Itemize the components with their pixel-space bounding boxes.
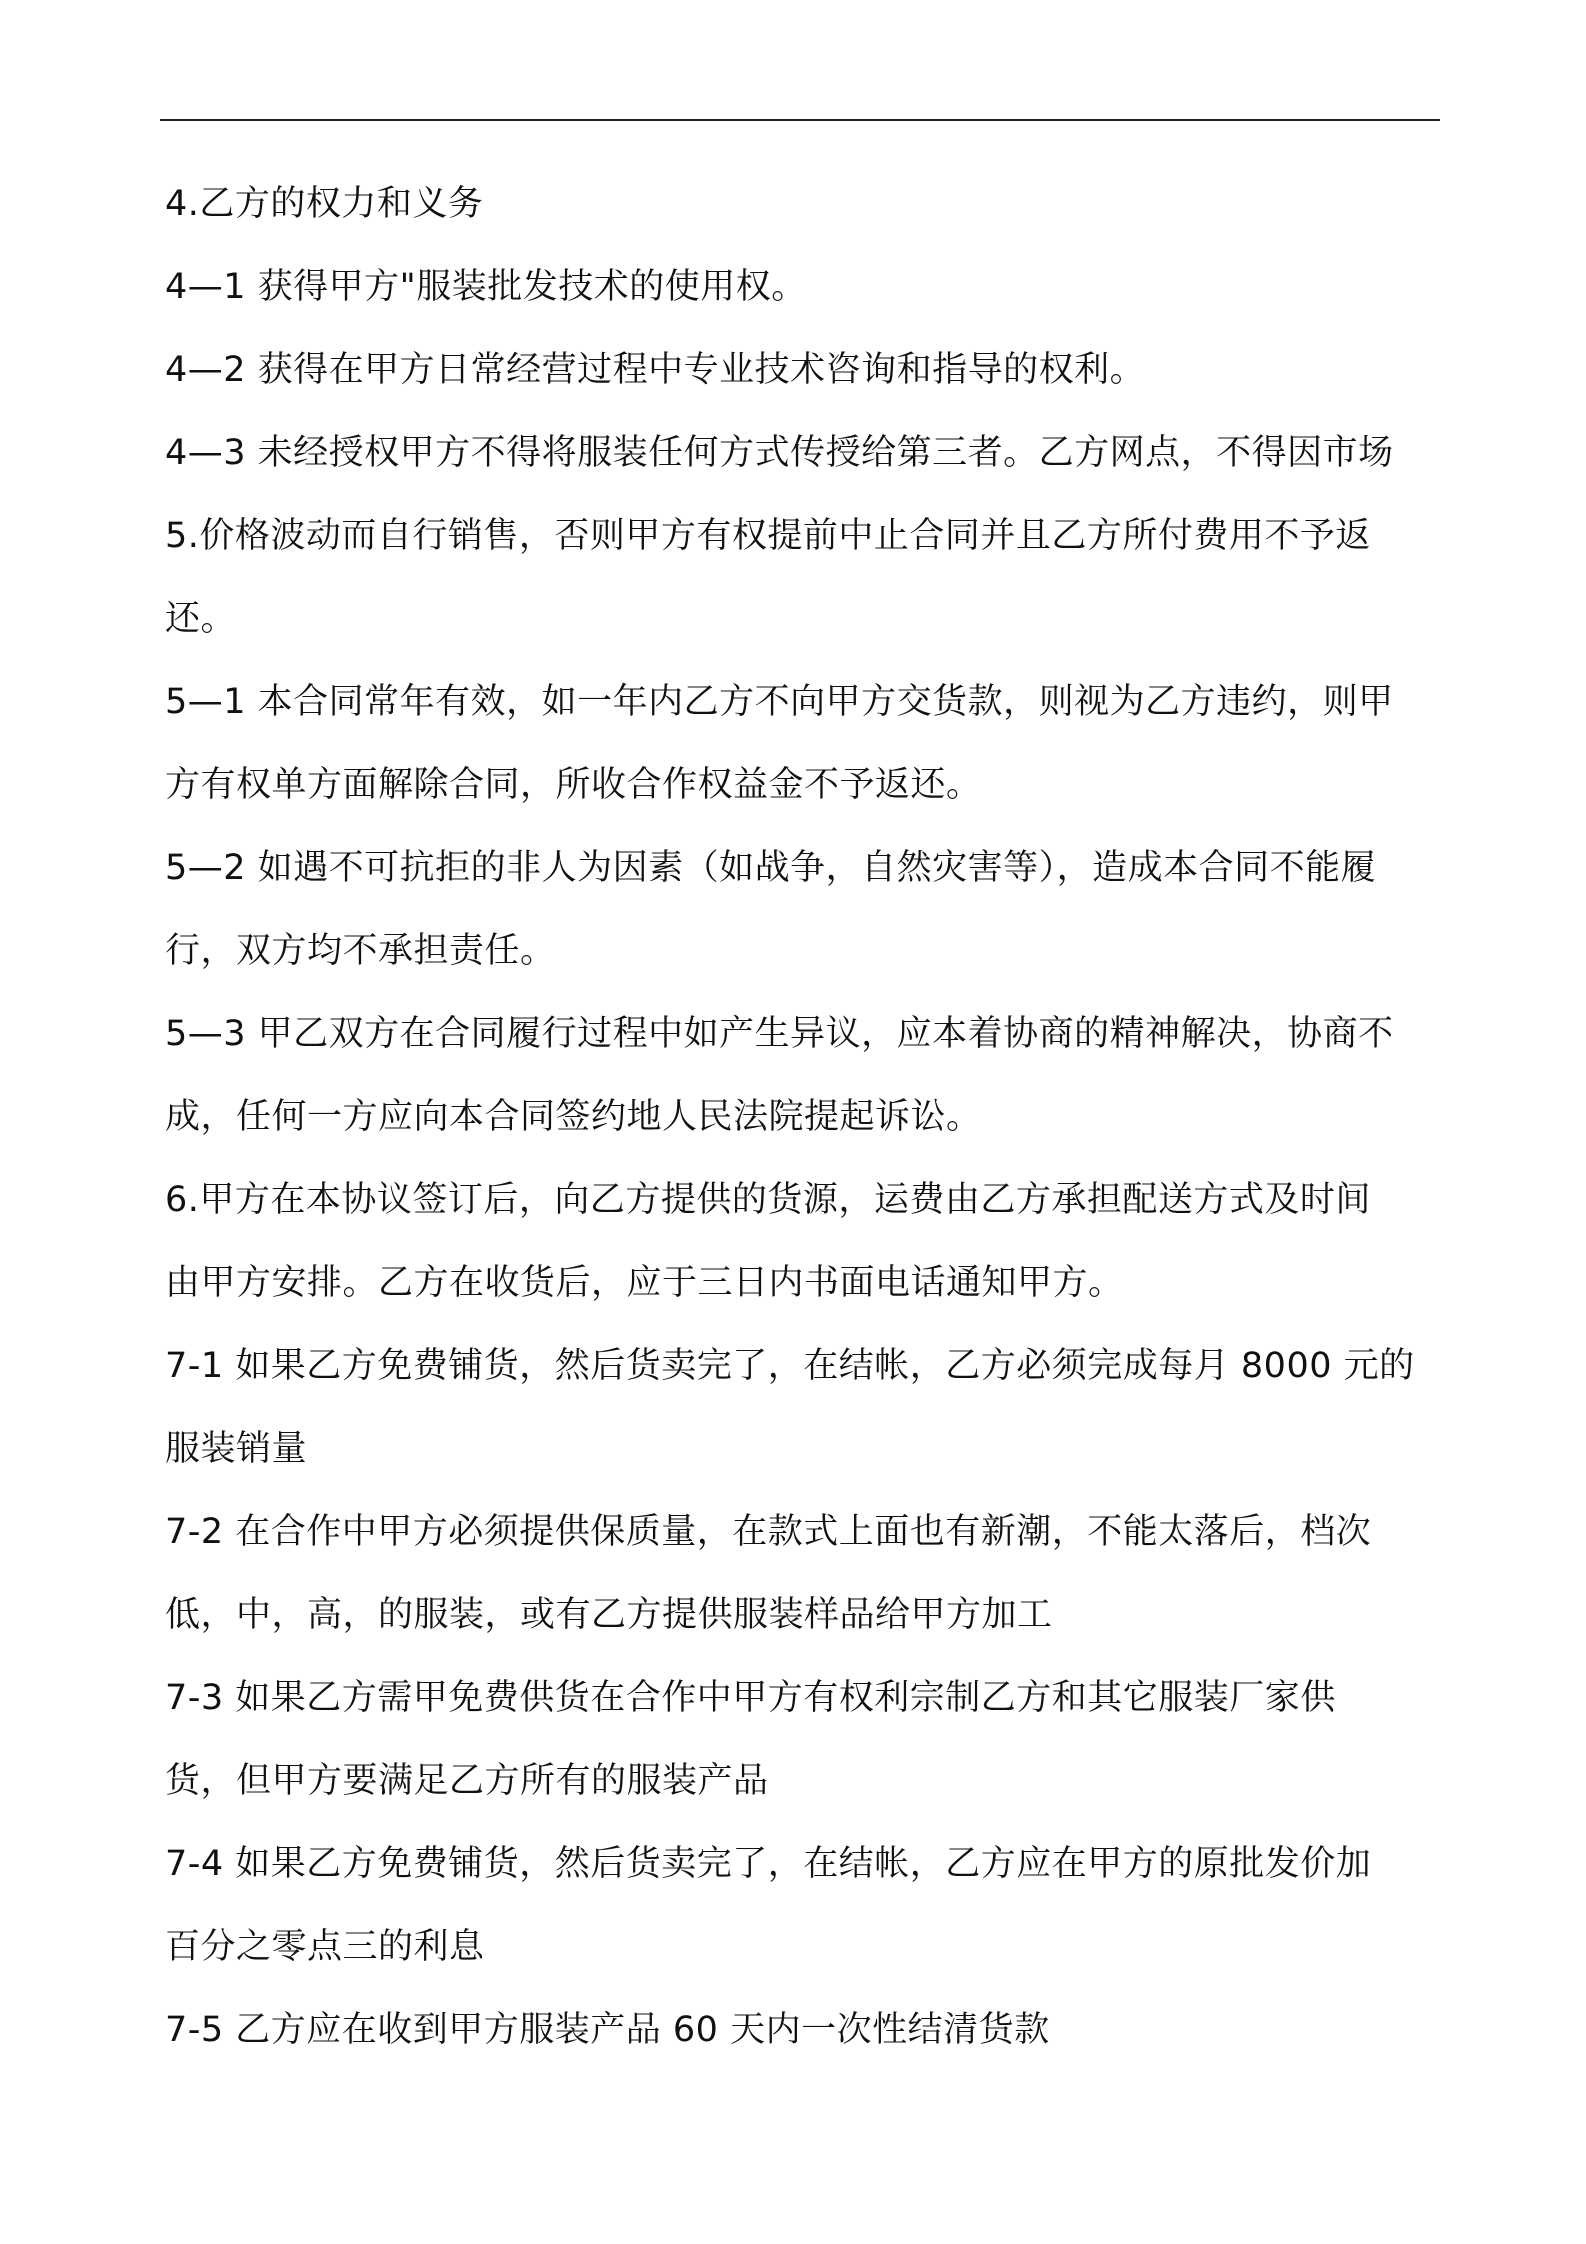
clause-line: 成，任何一方应向本合同签约地人民法院提起诉讼。	[165, 1097, 982, 1137]
clause-line: 货，但甲方要满足乙方所有的服装产品	[165, 1761, 769, 1801]
clause-line: 7-5 乙方应在收到甲方服装产品 60 天内一次性结清货款	[165, 2010, 1050, 2050]
header-rule	[160, 119, 1440, 121]
clause-line: 低，中，高，的服装，或有乙方提供服装样品给甲方加工	[165, 1595, 1053, 1635]
clause-line: 5—1 本合同常年有效，如一年内乙方不向甲方交货款，则视为乙方违约，则甲	[165, 682, 1394, 722]
clause-line: 4—3 未经授权甲方不得将服装任何方式传授给第三者。乙方网点，不得因市场	[165, 433, 1394, 473]
clause-line: 方有权单方面解除合同，所收合作权益金不予返还。	[165, 765, 982, 805]
clause-line: 4—1 获得甲方"服装批发技术的使用权。	[165, 267, 807, 307]
clause-line: 7-2 在合作中甲方必须提供保质量，在款式上面也有新潮，不能太落后，档次	[165, 1512, 1372, 1552]
clause-line: 4—2 获得在甲方日常经营过程中专业技术咨询和指导的权利。	[165, 350, 1146, 390]
document-body	[165, 163, 1440, 2072]
clause-line: 百分之零点三的利息	[165, 1927, 485, 1967]
clause-line: 6.甲方在本协议签订后，向乙方提供的货源，运费由乙方承担配送方式及时间	[165, 1180, 1371, 1220]
clause-line: 5—3 甲乙双方在合同履行过程中如产生异议，应本着协商的精神解决，协商不	[165, 1014, 1394, 1054]
clause-line: 行，双方均不承担责任。	[165, 931, 556, 971]
clause-line: 5.价格波动而自行销售，否则甲方有权提前中止合同并且乙方所付费用不予返	[165, 516, 1371, 556]
clause-line: 还。	[165, 599, 237, 639]
clause-line: 7-4 如果乙方免费铺货，然后货卖完了，在结帐，乙方应在甲方的原批发价加	[165, 1844, 1372, 1884]
clause-line: 5—2 如遇不可抗拒的非人为因素（如战争，自然灾害等），造成本合同不能履	[165, 848, 1377, 888]
clause-line: 由甲方安排。乙方在收货后，应于三日内书面电话通知甲方。	[165, 1263, 1124, 1303]
clause-line: 7-3 如果乙方需甲免费供货在合作中甲方有权利宗制乙方和其它服装厂家供	[165, 1678, 1336, 1718]
clause-line: 服装销量	[165, 1429, 308, 1469]
clause-line: 7-1 如果乙方免费铺货，然后货卖完了，在结帐，乙方必须完成每月 8000 元的	[165, 1346, 1415, 1386]
section-heading: 4.乙方的权力和义务	[165, 184, 484, 224]
